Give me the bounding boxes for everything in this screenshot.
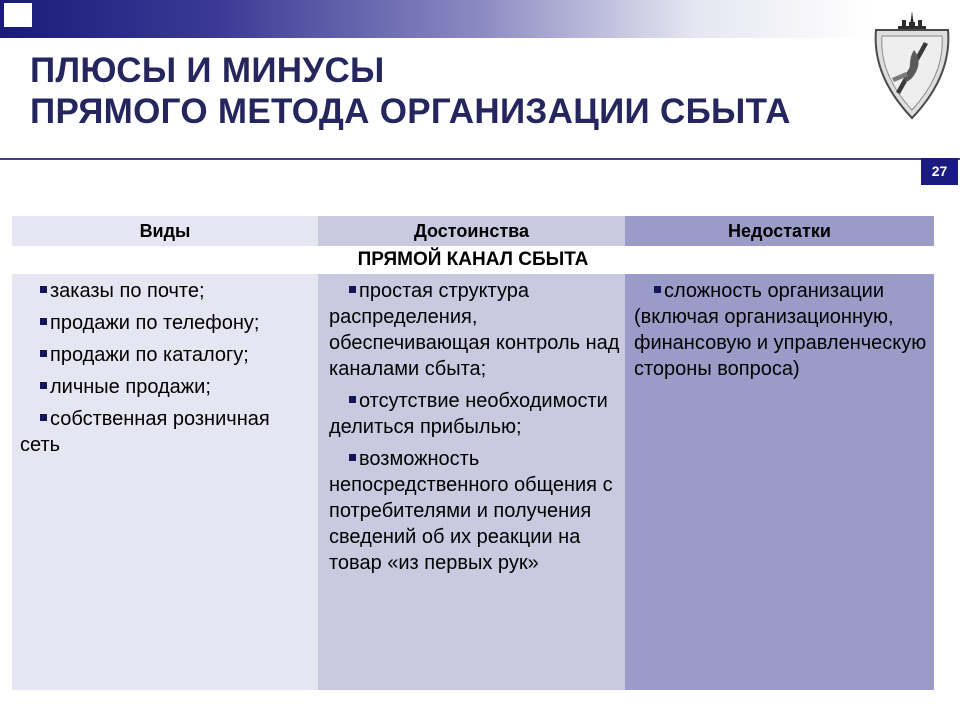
square-bullet-icon [40, 286, 47, 293]
list-item: продажи по телефону; [20, 310, 314, 336]
list-item: отсутствие необходимости делиться прибылью; [329, 390, 608, 438]
title-line-1: ПЛЮСЫ И МИНУСЫ [30, 51, 385, 90]
list-item: сложность организации (включая организационную, финансовую и управленческую стороны вопроса) [634, 280, 927, 380]
disadvantages-column [625, 274, 934, 690]
list-item: возможность непосредственного общения с потребителями и получения сведений об их реакции на товар «из первых рук» [329, 448, 613, 574]
corner-square [4, 3, 32, 27]
square-bullet-icon [40, 350, 47, 357]
list-item: собственная розничная сеть [20, 408, 270, 456]
list-item: простая структура распределения, обеспечивающая контроль над каналами сбыта; [329, 280, 620, 380]
square-bullet-icon [349, 286, 356, 293]
square-bullet-icon [40, 382, 47, 389]
header-types: Виды [12, 216, 318, 246]
slide-title [30, 50, 791, 132]
square-bullet-icon [40, 414, 47, 421]
page-number: 27 [921, 158, 958, 185]
list-item: заказы по почте; [20, 278, 314, 304]
types-column [12, 274, 318, 690]
square-bullet-icon [349, 454, 356, 461]
header-disadvantages: Недостатки [625, 216, 934, 246]
section-label: ПРЯМОЙ КАНАЛ СБЫТА [12, 246, 934, 274]
top-gradient-bar [0, 0, 870, 38]
list-item: продажи по каталогу; [20, 342, 314, 368]
square-bullet-icon [654, 286, 661, 293]
square-bullet-icon [349, 396, 356, 403]
header-advantages: Достоинства [318, 216, 625, 246]
title-line-2: ПРЯМОГО МЕТОДА ОРГАНИЗАЦИИ СБЫТА [30, 92, 791, 131]
square-bullet-icon [40, 318, 47, 325]
list-item: личные продажи; [20, 374, 314, 400]
university-crest-icon [866, 8, 958, 124]
comparison-table [12, 216, 934, 690]
advantages-column [318, 274, 625, 690]
title-underline [0, 158, 960, 160]
